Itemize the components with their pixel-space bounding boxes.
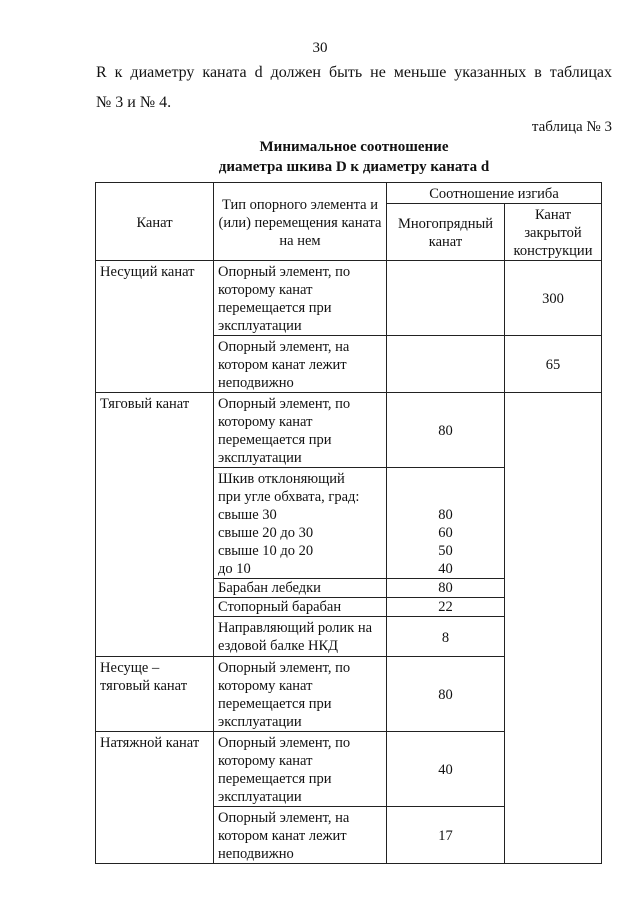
intro-line-1: R к диаметру каната d должен быть не меньше указанных в таблицах — [96, 64, 612, 81]
multistrand-value: 22 — [387, 598, 505, 617]
table-row — [96, 261, 602, 336]
pulley-item-label: свыше 20 до 30 — [218, 525, 314, 541]
element-cell: Барабан лебедки — [214, 579, 387, 598]
element-cell: Опорный элемент, на котором канат лежит неподвижно — [214, 807, 387, 864]
closed-empty — [505, 657, 602, 732]
rope-tension: Натяжной канат — [96, 732, 214, 864]
rope-carrying: Несущий канат — [96, 261, 214, 393]
pulley-item-value: 80 — [438, 507, 453, 523]
pulley-item-value: 40 — [438, 561, 453, 577]
header-row — [96, 183, 602, 204]
header-ratio: Соотношение изгиба — [387, 183, 602, 204]
pulley-item-value: 60 — [438, 525, 453, 541]
table-title — [96, 137, 612, 177]
header-closed: Канат закрытой конструкции — [505, 204, 602, 261]
closed-value: 300 — [505, 261, 602, 336]
element-cell-pulley — [214, 468, 387, 579]
multistrand-value: 40 — [387, 732, 505, 807]
multistrand-value-pulley — [387, 468, 505, 579]
element-cell: Опорный элемент, по которому канат перемещается при эксплуатации — [214, 732, 387, 807]
multistrand-value: 80 — [387, 657, 505, 732]
table-label: таблица № 3 — [531, 119, 612, 135]
header-multistrand: Многопрядный канат — [387, 204, 505, 261]
pulley-title-2: при угле обхвата, град: — [218, 489, 360, 505]
element-cell: Опорный элемент, на котором канат лежит неподвижно — [214, 336, 387, 393]
ratio-table — [95, 182, 602, 864]
pulley-item-label: до 10 — [218, 561, 251, 577]
closed-empty — [505, 732, 602, 864]
pulley-title-1: Шкив отклоняющий — [218, 471, 345, 487]
page-number: 30 — [312, 40, 328, 56]
element-cell: Опорный элемент, по которому канат перемещается при эксплуатации — [214, 393, 387, 468]
table-title-line-1: Минимальное соотношение — [259, 139, 449, 155]
closed-value: 65 — [505, 336, 602, 393]
element-cell: Направляющий ролик на ездовой балке НКД — [214, 617, 387, 657]
table-title-line-2: диаметра шкива D к диаметру каната d — [218, 159, 490, 175]
intro-line-2: № 3 и № 4. — [96, 94, 172, 111]
multistrand-value: 80 — [387, 393, 505, 468]
table-row — [96, 657, 602, 732]
multistrand-value: 80 — [387, 579, 505, 598]
element-cell: Опорный элемент, по которому канат перемещается при эксплуатации — [214, 657, 387, 732]
rope-carrying-traction: Несуще – тяговый канат — [96, 657, 214, 732]
header-element: Тип опорного элемента и (или) перемещения каната на нем — [214, 183, 387, 261]
element-cell: Опорный элемент, по которому канат перемещается при эксплуатации — [214, 261, 387, 336]
pulley-item-label: свыше 30 — [218, 507, 277, 523]
closed-empty — [505, 393, 602, 657]
element-cell: Стопорный барабан — [214, 598, 387, 617]
multistrand-value — [387, 336, 505, 393]
multistrand-value — [387, 261, 505, 336]
rope-traction: Тяговый канат — [96, 393, 214, 657]
multistrand-value: 8 — [387, 617, 505, 657]
header-rope: Канат — [96, 183, 214, 261]
table-row — [96, 732, 602, 807]
table-row — [96, 393, 602, 468]
pulley-item-value: 50 — [438, 543, 453, 559]
pulley-item-label: свыше 10 до 20 — [218, 543, 314, 559]
multistrand-value: 17 — [387, 807, 505, 864]
